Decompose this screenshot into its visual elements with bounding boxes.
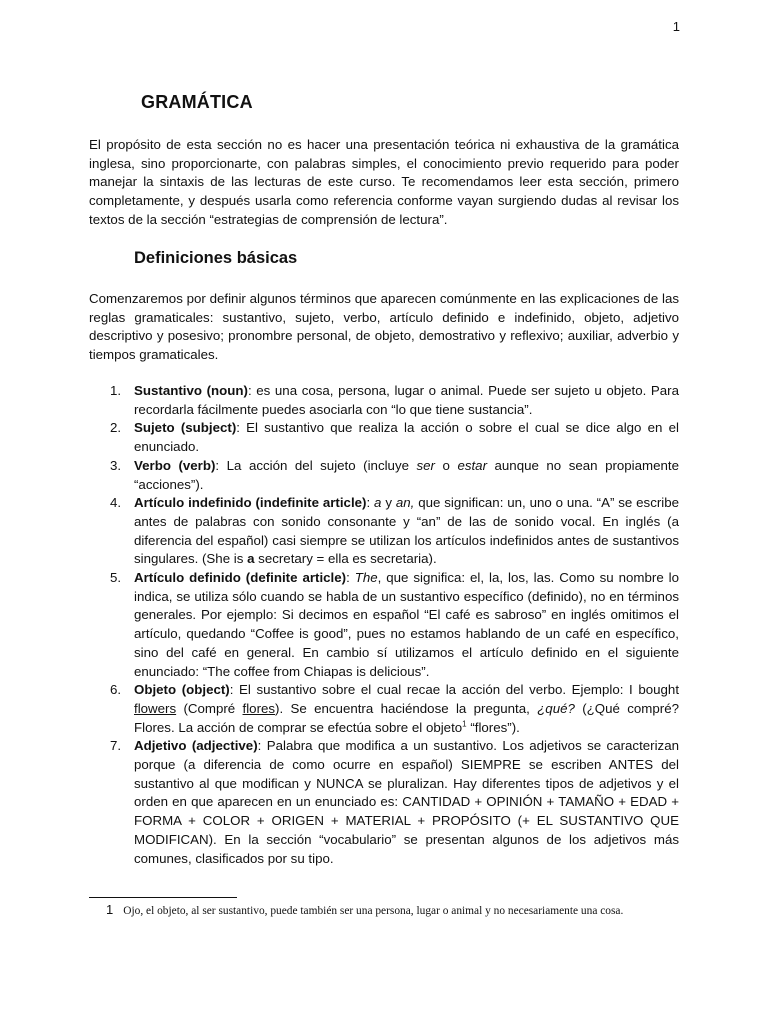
definition-underlined-word: flores [242,700,276,716]
definition-text: , que significa: el, la, los, las. Como su nombre lo indica, se utiliza sólo cuando se habla de un sustantivo específico (definido), no en términos generales. Por ejemplo: Si decimos en español “El café es sabroso” en inglés omitimos el artículo, quedando “Coffee is good”, pues no estamos hablando de un café en específico, sino del café en general. En cambio sí utilizamos el artículo definido en el siguiente enunciado: “The coffee from Chiapas is delicious”. [134,570,679,679]
definition-text: que significan: un, uno o una. “A” se escribe antes de palabras con sonido consonante y “an” de las de sonido vocal. En inglés (a diferencia del español) casi siempre se utilizan los artículos indefinidos antes de sustantivos singulares. (She is [134,495,680,567]
definition-italic-word: an, [395,495,415,511]
definition-item-object [89,681,679,737]
definition-text: : Palabra que modifica a un sustantivo. Los adjetivos se caracterizan porque (a diferencia de como ocurre en español) SIEMPRE se escriben ANTES del sustantivo al que modifican y NUNCA se pluralizan. Hay diferentes tipos de adjetivos y el orden en que aparecen en un enunciado es: CANTIDAD + OPINIÓN + TAMAÑO + EDAD + FORMA + COLOR + ORIGEN + MATERIAL + PROPÓSITO (+ EL SUSTANTIVO QUE MODIFICAN). En la sección “vocabulario” se presentan algunos de los adjetivos más comunes, clasificados por su tipo. [134,738,679,866]
definition-text: (¿Qué compré? Flores. La acción de comprar se efectúa sobre el objeto [134,700,679,735]
definition-text: “flores”). [466,719,520,735]
definition-text: : [346,570,355,586]
definition-term: Verbo (verb) [134,457,216,473]
definition-text: : El sustantivo que realiza la acción o sobre el cual se dice algo en el enunciado. [134,420,679,455]
list-number: 4. [110,495,122,511]
definition-term: Objeto (object) [134,682,230,698]
definition-text: y [381,495,396,511]
page-title: GRAMÁTICA [141,92,253,112]
list-number: 2. [110,420,122,436]
list-number: 5. [110,570,122,586]
footnote-separator [89,897,237,898]
definition-italic-word: ser [416,457,435,473]
definition-underlined-word: flowers [134,700,177,716]
definition-term: Adjetivo (adjective) [134,738,258,754]
list-number: 6. [110,682,122,698]
definition-italic-word: The [354,570,378,586]
definitions-intro-paragraph: Comenzaremos por definir algunos términos que aparecen comúnmente en las explicaciones de las reglas gramaticales: sustantivo, sujeto, verbo, artículo definido e indefinido, objeto, adjetivo descriptivo y posesivo; pronombre personal, de objeto, demostrativo y reflexivo; auxiliar, adverbio y tiempos gramaticales. [89,291,679,363]
definition-item-noun [89,382,679,419]
footnote-marker: 1 [106,902,114,917]
definition-text: : es una cosa, persona, lugar o animal. Puede ser sujeto u objeto. Para recordarla fácilmente puedes asociarla con “lo que tiene sustancia”. [134,383,679,417]
intro-paragraph: El propósito de esta sección no es hacer una presentación teórica ni exhaustiva de la gramática inglesa, sino proporcionarte, con palabras simples, el conocimiento previo requerido para poder manejar la sintaxis de las lecturas de este curso. Te recomendamos leer esta sección, primero completamente, y después usarla como referencia conforme vayan surgiendo dudas al revisar los textos de la sección “estrategias de comprensión de lectura”. [89,137,679,227]
definition-item-definite-article [89,569,679,681]
definition-text: (Compré [176,700,243,716]
definition-text: o [435,457,458,473]
list-number: 3. [110,457,122,473]
footnote-text: Ojo, el objeto, al ser sustantivo, puede también ser una persona, lugar o animal y no necesariamente una cosa. [123,905,624,917]
definition-item-adjective [89,737,679,868]
definition-term: Sujeto (subject) [134,420,237,436]
page-number: 1 [672,19,680,34]
section-subtitle: Definiciones básicas [134,249,298,267]
definition-term: Sustantivo (noun) [134,383,248,398]
definition-text: : [366,495,375,511]
definition-italic-word: ¿qué? [537,700,575,716]
definition-text: aunque no sean propiamente “acciones”). [134,457,679,492]
definition-text: : El sustantivo sobre el cual recae la acción del verbo. Ejemplo: I bought [229,682,680,698]
definition-text: secretary = ella es secretaria). [254,551,437,567]
definition-italic-word: a [374,495,382,511]
footnote-reference[interactable]: 1 [462,719,467,729]
definition-item-indefinite-article [89,494,679,569]
definition-text: ). Se encuentra haciéndose la pregunta, [275,700,538,716]
definitions-list [89,382,679,868]
definition-item-subject [89,419,679,456]
definition-term: Artículo definido (definite article) [134,570,347,586]
definition-italic-word: estar [457,457,487,473]
definition-term: Artículo indefinido (indefinite article) [134,495,367,511]
definition-text: : La acción del sujeto (incluye [215,457,417,473]
definition-item-verb [89,457,679,494]
footnote [106,902,658,919]
list-number: 1. [110,383,122,398]
list-number: 7. [110,738,122,754]
definition-bold-word: a [247,551,255,567]
